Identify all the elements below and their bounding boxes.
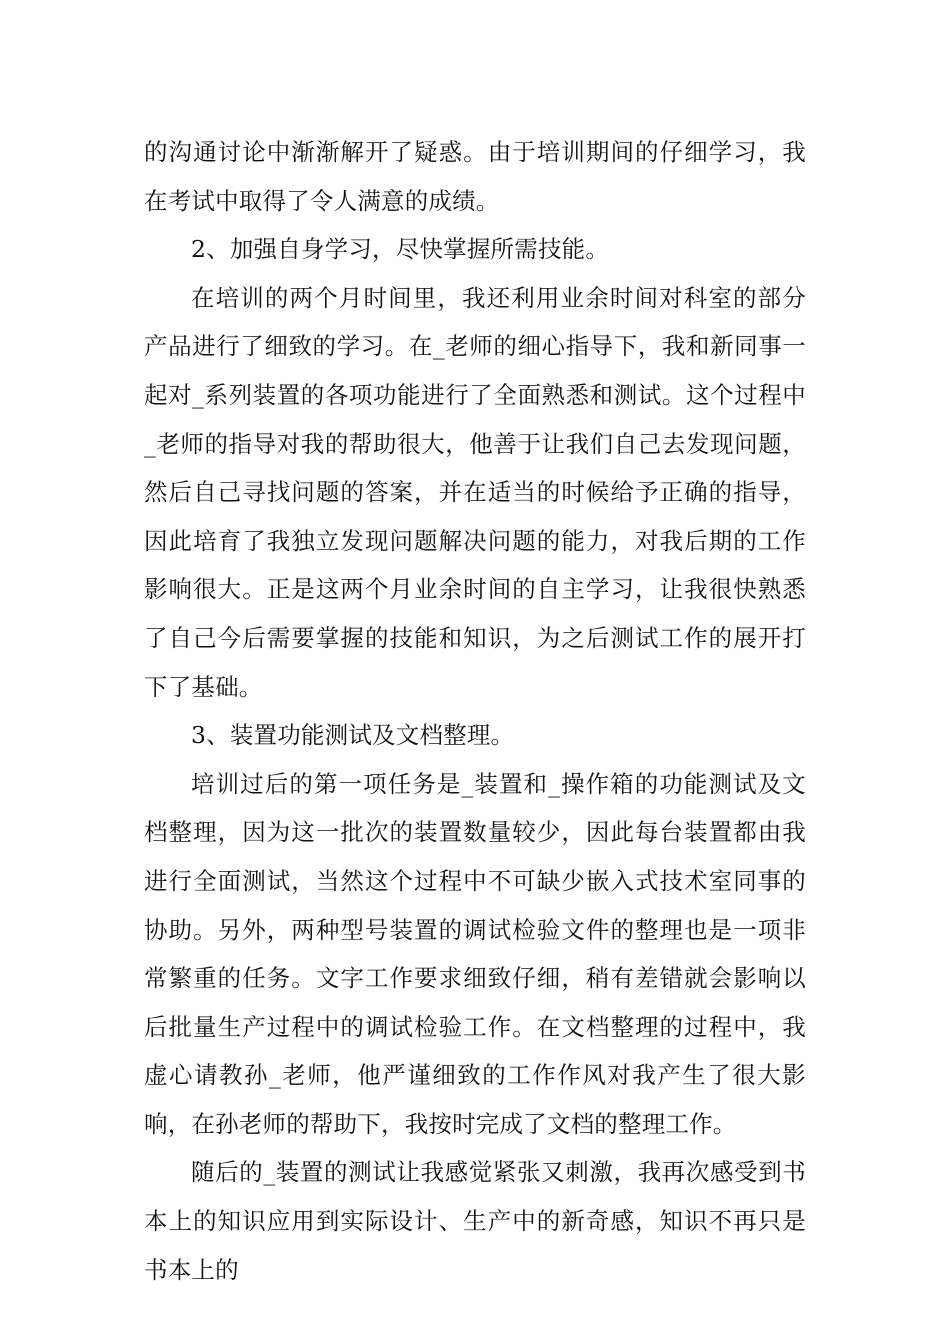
- paragraph-followup: 随后的_装置的测试让我感觉紧张又刺激，我再次感受到书本上的知识应用到实际设计、生产中的新奇感，知识不再只是书本上的: [144, 1158, 806, 1284]
- paragraph-heading-2: 2、加强自身学习，尽快掌握所需技能。: [191, 235, 610, 264]
- paragraph-self-study: 在培训的两个月时间里，我还利用业余时间对科室的部分产品进行了细致的学习。在_老师的细心指导下，我和新同事一起对_系列装置的各项功能进行了全面熟悉和测试。这个过程中_老师的指导对我的帮助很大，他善于让我们自己去发现问题，然后自己寻找问题的答案，并在适当的时候给予正确的指导，因此培育了我独立发现问题解决问题的能力，对我后期的工作影响很大。正是这两个月业余时间的自主学习，让我很快熟悉了自己今后需要掌握的技能和知识，为之后测试工作的展开打下了基础。: [144, 283, 806, 701]
- paragraph-heading-3: 3、装置功能测试及文档整理。: [191, 721, 515, 750]
- paragraph-testing: 培训过后的第一项任务是_装置和_操作箱的功能测试及文档整理，因为这一批次的装置数量较少，因此每台装置都由我进行全面测试，当然这个过程中不可缺少嵌入式技术室同事的协助。另外，两种型号装置的调试检验文件的整理也是一项非常繁重的任务。文字工作要求细致仔细，稍有差错就会影响以后批量生产过程中的调试检验工作。在文档整理的过程中，我虚心请教孙_老师，他严谨细致的工作作风对我产生了很大影响，在孙老师的帮助下，我按时完成了文档的整理工作。: [144, 769, 806, 1138]
- body-text: [144, 128, 806, 1294]
- paragraph-continuation: 的沟通讨论中渐渐解开了疑惑。由于培训期间的仔细学习，我在考试中取得了令人满意的成绩。: [144, 138, 806, 215]
